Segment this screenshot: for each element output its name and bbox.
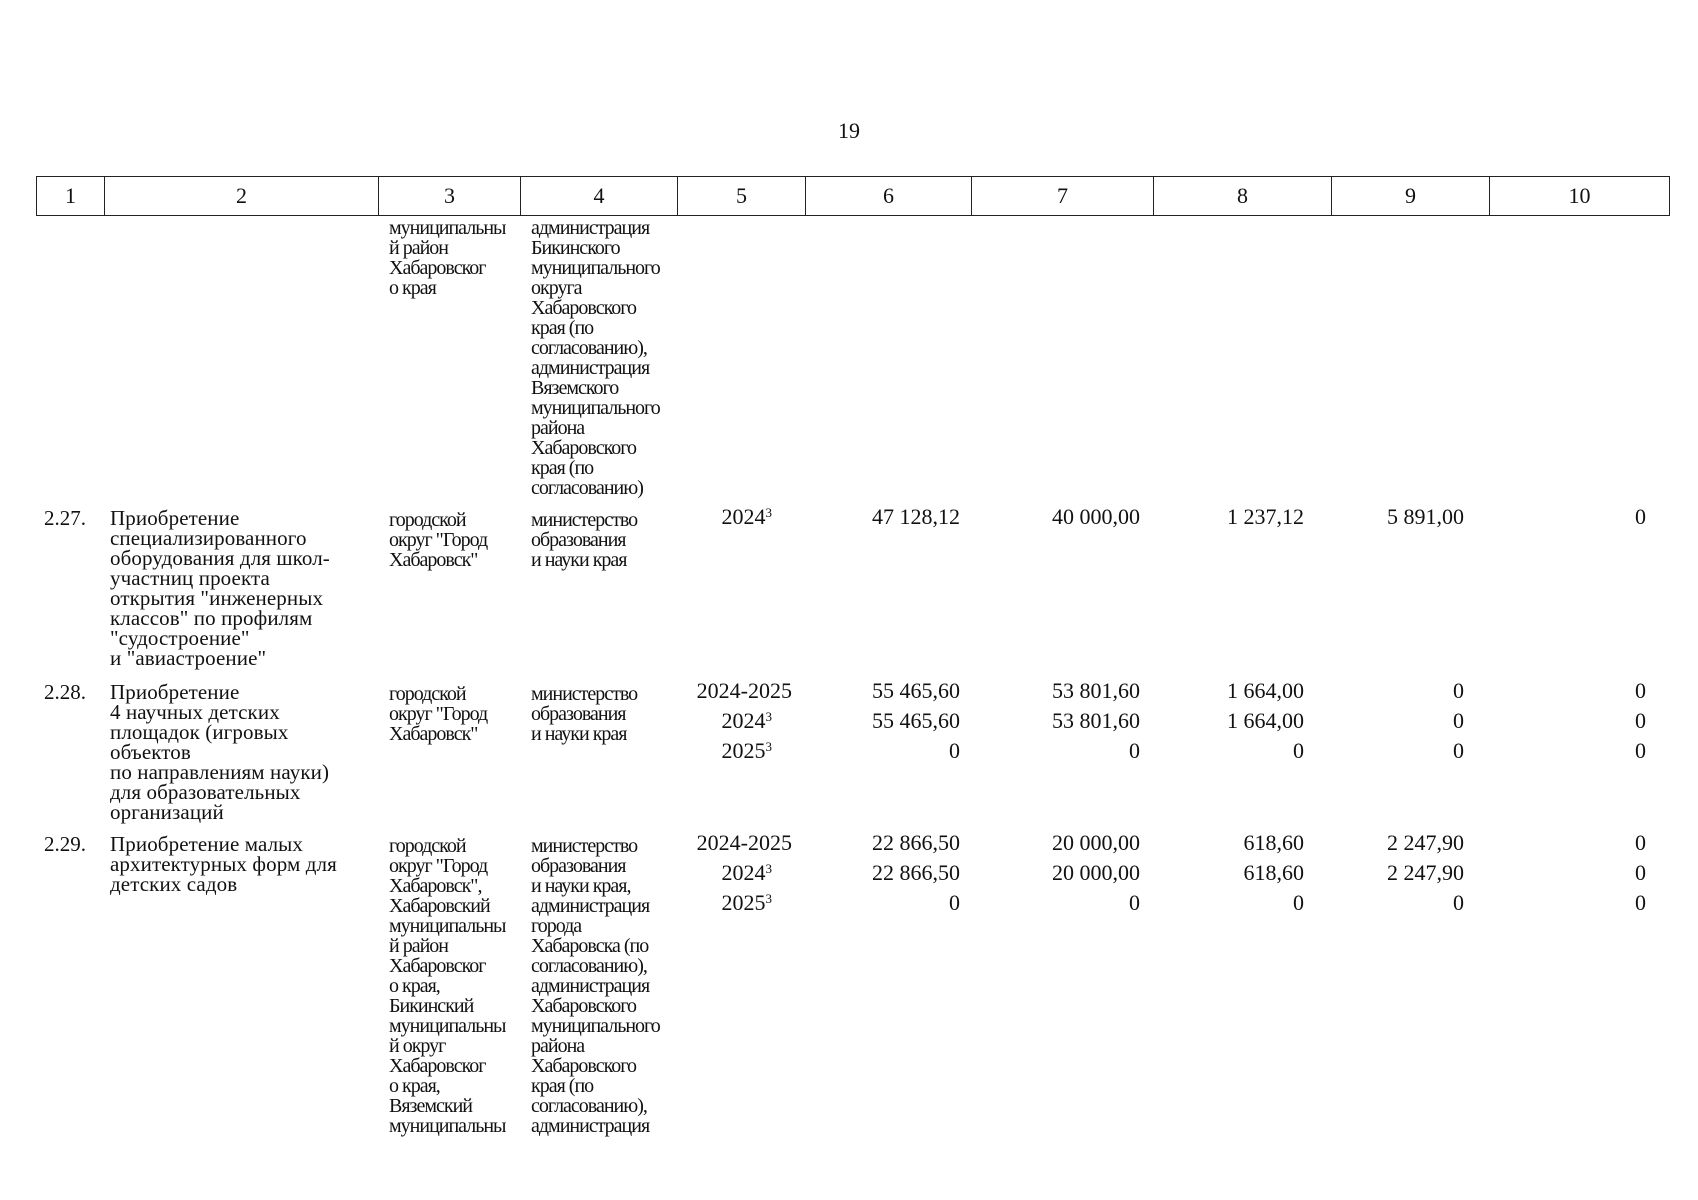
row-2-29-name: Приобретение малых архитектурных форм для детских садов bbox=[110, 832, 337, 896]
row-2-29-number: 2.29. bbox=[44, 832, 86, 856]
row-2-29-period-2-col9: 2 247,90 bbox=[1387, 860, 1464, 885]
continuation-responsible: администрация Бикинского муниципального округа Хабаровского края (по согласованию), администрация Вяземского муниципального района Хабаровского края (по согласованию) bbox=[531, 217, 660, 499]
column-number-header bbox=[36, 176, 1670, 216]
row-2-28-period-2-col10: 0 bbox=[1635, 708, 1646, 733]
row-2-27-name: Приобретение специализированного оборудования для школ- участниц проекта открытия "инженерных классов" по профилям "судостроение" и "авиастроение" bbox=[110, 506, 330, 670]
row-2-28-period-3-col10: 0 bbox=[1635, 738, 1646, 763]
row-2-28-period-1-col10: 0 bbox=[1635, 678, 1646, 703]
header-col-3: 3 bbox=[379, 177, 521, 216]
row-2-29-period-2-year: 2024$^3$ bbox=[721, 860, 772, 885]
row-2-29-period-1-col8: 618,60 bbox=[1243, 830, 1304, 855]
row-2-28-period-3-col8: 0 bbox=[1293, 738, 1304, 763]
row-2-28-period-2-col7: 53 801,60 bbox=[1052, 708, 1140, 733]
row-2-29-period-3-col9: 0 bbox=[1453, 890, 1464, 915]
row-2-29-period-1-col7: 20 000,00 bbox=[1052, 830, 1140, 855]
header-col-9: 9 bbox=[1332, 177, 1490, 216]
row-2-27-col10: 0 bbox=[1635, 504, 1646, 529]
row-2-29-period-3-total: 0 bbox=[949, 890, 960, 915]
row-2-28-period-2-col9: 0 bbox=[1453, 708, 1464, 733]
row-2-28-executor: городской округ "Город Хабаровск" bbox=[389, 683, 488, 745]
row-2-28-name: Приобретение 4 научных детских площадок (игровых объектов по направлениям науки) для образовательных организаций bbox=[110, 680, 330, 824]
row-2-28-responsible: министерство образования и науки края bbox=[531, 683, 638, 745]
header-col-10: 10 bbox=[1490, 177, 1670, 216]
row-2-27-col8: 1 237,12 bbox=[1227, 504, 1304, 529]
row-2-27-col7: 40 000,00 bbox=[1052, 504, 1140, 529]
row-2-28-period-3-col9: 0 bbox=[1453, 738, 1464, 763]
row-2-28-period-2-year: 2024$^3$ bbox=[721, 708, 772, 733]
row-2-28-period-2-col8: 1 664,00 bbox=[1227, 708, 1304, 733]
row-2-29-period-3-col10: 0 bbox=[1635, 890, 1646, 915]
row-2-29-executor: городской округ "Город Хабаровск", Хабаровский муниципальны й район Хабаровског о края, Бикинский муниципальны й округ Хабаровског о края, Вяземский муниципальны bbox=[389, 835, 506, 1137]
row-2-29-period-3-year: 2025$^3$ bbox=[721, 890, 772, 915]
row-2-29-responsible: министерство образования и науки края, администрация города Хабаровска (по согласованию), администрация Хабаровского муниципального района Хабаровского края (по согласованию), администрация bbox=[531, 835, 660, 1137]
row-2-28-period-3-year: 2025$^3$ bbox=[721, 738, 772, 763]
header-col-5: 5 bbox=[678, 177, 806, 216]
row-2-29-period-3-col8: 0 bbox=[1293, 890, 1304, 915]
row-2-28-period-1-col9: 0 bbox=[1453, 678, 1464, 703]
header-col-1: 1 bbox=[37, 177, 105, 216]
row-2-28-period-2-total: 55 465,60 bbox=[872, 708, 960, 733]
header-col-6: 6 bbox=[806, 177, 972, 216]
header-col-2: 2 bbox=[105, 177, 379, 216]
row-2-29-period-3-col7: 0 bbox=[1129, 890, 1140, 915]
row-2-28-number: 2.28. bbox=[44, 680, 86, 704]
row-2-28-period-1-col7: 53 801,60 bbox=[1052, 678, 1140, 703]
header-col-7: 7 bbox=[972, 177, 1154, 216]
row-2-28-period-3-col7: 0 bbox=[1129, 738, 1140, 763]
continuation-executor: муниципальны й район Хабаровског о края bbox=[389, 217, 506, 299]
row-2-28-period-1-col8: 1 664,00 bbox=[1227, 678, 1304, 703]
header-col-8: 8 bbox=[1154, 177, 1332, 216]
row-2-29-period-1-col10: 0 bbox=[1635, 830, 1646, 855]
row-2-29-period-1-col9: 2 247,90 bbox=[1387, 830, 1464, 855]
row-2-28-period-3-total: 0 bbox=[949, 738, 960, 763]
row-2-29-period-1-total: 22 866,50 bbox=[872, 830, 960, 855]
row-2-27-total: 47 128,12 bbox=[872, 504, 960, 529]
row-2-29-period-2-col10: 0 bbox=[1635, 860, 1646, 885]
row-2-29-period-1-year: 2024-2025 bbox=[696, 830, 792, 855]
row-2-27-year: 2024$^3$ bbox=[721, 504, 772, 529]
page-number: 19 bbox=[838, 118, 860, 143]
row-2-29-period-2-total: 22 866,50 bbox=[872, 860, 960, 885]
row-2-27-responsible: министерство образования и науки края bbox=[531, 509, 638, 571]
row-2-27-number: 2.27. bbox=[44, 506, 86, 530]
row-2-27-col9: 5 891,00 bbox=[1387, 504, 1464, 529]
header-col-4: 4 bbox=[521, 177, 678, 216]
row-2-29-period-2-col8: 618,60 bbox=[1243, 860, 1304, 885]
row-2-28-period-1-year: 2024-2025 bbox=[696, 678, 792, 703]
row-2-27-executor: городской округ "Город Хабаровск" bbox=[389, 509, 488, 571]
row-2-29-period-2-col7: 20 000,00 bbox=[1052, 860, 1140, 885]
row-2-28-period-1-total: 55 465,60 bbox=[872, 678, 960, 703]
